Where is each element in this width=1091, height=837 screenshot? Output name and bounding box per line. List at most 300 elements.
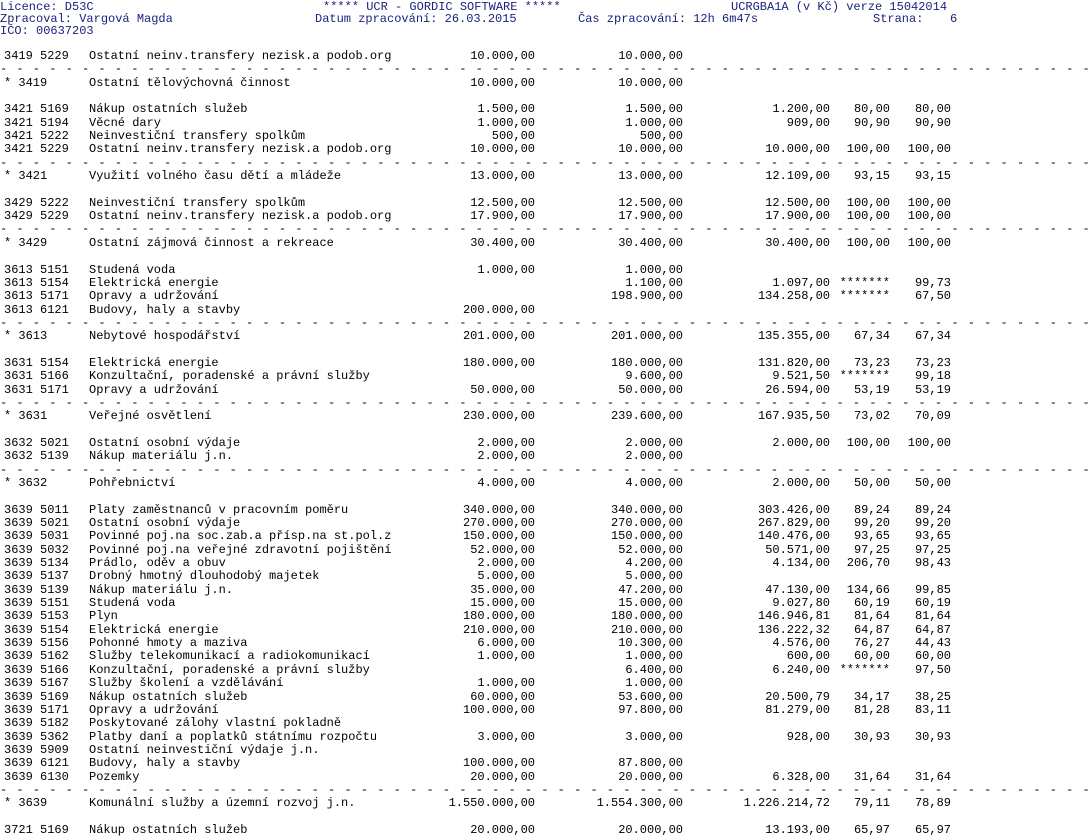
table-row <box>0 650 960 663</box>
adjusted-budget: 198.900,00 <box>610 289 683 304</box>
pct-of-adjusted: 97,25 <box>914 542 951 557</box>
adjusted-budget: 500,00 <box>639 129 683 144</box>
approved-budget: 60.000,00 <box>470 689 535 704</box>
adjusted-budget: 20.000,00 <box>618 822 683 837</box>
account-code: 3429 5229 <box>4 209 69 224</box>
account-code: 3421 5194 <box>4 115 69 130</box>
approved-budget: 52.000,00 <box>470 542 535 557</box>
table-row <box>0 437 960 450</box>
dash-line: - - - - - - - - - - - - - - - - - - - - - - - - - - - - - - - - - - - - - - - - - - - - - - - - - - - - - - - - - - - - - - - - - - - <box>0 462 1091 477</box>
pct-of-approved: 100,00 <box>846 195 890 210</box>
table-row <box>0 210 960 223</box>
account-code: 3639 5134 <box>4 556 69 571</box>
item-name: Veřejné osvětlení <box>89 409 212 424</box>
item-name: Platy zaměstnanců v pracovním poměru <box>89 502 349 517</box>
spacer-row <box>0 250 960 263</box>
account-code: 3639 5032 <box>4 542 69 557</box>
actual-spending: 600,00 <box>786 649 830 664</box>
actual-spending: 146.946,81 <box>757 609 830 624</box>
actual-spending: 140.476,00 <box>757 529 830 544</box>
approved-budget: 1.000,00 <box>477 262 535 277</box>
adjusted-budget: 180.000,00 <box>610 609 683 624</box>
actual-spending: 30.400,00 <box>765 235 830 250</box>
account-code: 3429 5222 <box>4 195 69 210</box>
approved-budget: 30.400,00 <box>470 235 535 250</box>
actual-spending: 267.829,00 <box>757 516 830 531</box>
table-row <box>0 757 960 770</box>
approved-budget: 20.000,00 <box>470 769 535 784</box>
actual-spending: 1.226.214,72 <box>743 796 830 811</box>
account-code: 3639 5171 <box>4 702 69 717</box>
licence-label: Licence: D53C <box>0 0 94 14</box>
account-code: * 3421 <box>4 169 48 184</box>
pct-of-approved: 93,65 <box>853 529 890 544</box>
pct-of-adjusted: 53,19 <box>914 382 951 397</box>
actual-spending: 303.426,00 <box>757 502 830 517</box>
pct-of-adjusted: 100,00 <box>907 142 951 157</box>
approved-budget: 200.000,00 <box>462 302 535 317</box>
table-row <box>0 530 960 543</box>
subtotal-row <box>0 170 960 183</box>
table-row <box>0 691 960 704</box>
account-code: * 3632 <box>4 476 48 490</box>
pct-of-approved: ******* <box>839 662 890 677</box>
subtotal-row <box>0 477 960 490</box>
approved-budget: 230.000,00 <box>462 409 535 424</box>
actual-spending: 1.097,00 <box>772 275 830 290</box>
adjusted-budget: 4.200,00 <box>625 556 683 571</box>
table-row <box>0 704 960 717</box>
pct-of-adjusted: 83,11 <box>914 702 951 717</box>
pct-of-adjusted: 30,93 <box>914 729 951 744</box>
account-code: 3631 5171 <box>4 382 69 397</box>
actual-spending: 13.193,00 <box>765 822 830 837</box>
report-code: UCRGBA1A (v Kč) verze 15042014 <box>731 0 948 14</box>
account-code: * 3639 <box>4 796 48 811</box>
pct-of-adjusted: 50,00 <box>914 476 951 490</box>
item-name: Plyn <box>89 609 118 624</box>
item-name: Neinvestiční transfery spolkům <box>89 129 306 144</box>
account-code: 3639 6121 <box>4 756 69 771</box>
item-name: Opravy a udržování <box>89 702 219 717</box>
adjusted-budget: 50.000,00 <box>618 382 683 397</box>
item-name: Pohonné hmoty a maziva <box>89 636 248 651</box>
account-code: 3639 5154 <box>4 622 69 637</box>
approved-budget: 35.000,00 <box>470 582 535 597</box>
approved-budget: 340.000,00 <box>462 502 535 517</box>
adjusted-budget: 17.900,00 <box>618 209 683 224</box>
adjusted-budget: 1.500,00 <box>625 102 683 117</box>
item-name: Nákup ostatních služeb <box>89 102 248 117</box>
subtotal-row <box>0 237 960 250</box>
table-row <box>0 557 960 570</box>
adjusted-budget: 210.000,00 <box>610 622 683 637</box>
item-name: Ostatní neinv.transfery nezisk.a podob.org <box>89 49 392 63</box>
actual-spending: 9.521,50 <box>772 369 830 384</box>
pct-of-adjusted: 44,43 <box>914 636 951 651</box>
item-name: Ostatní neinv.transfery nezisk.a podob.org <box>89 209 392 224</box>
item-name: Věcné dary <box>89 115 162 130</box>
approved-budget: 3.000,00 <box>477 729 535 744</box>
table-row <box>0 731 960 744</box>
pct-of-approved: 89,24 <box>853 502 890 517</box>
account-code: 3632 5139 <box>4 449 69 464</box>
pct-of-approved: 50,00 <box>853 476 890 490</box>
account-code: 3613 5171 <box>4 289 69 304</box>
approved-budget: 1.000,00 <box>477 676 535 691</box>
pct-of-adjusted: 31,64 <box>914 769 951 784</box>
approved-budget: 1.500,00 <box>477 102 535 117</box>
actual-spending: 50.571,00 <box>765 542 830 557</box>
pct-of-adjusted: 98,43 <box>914 556 951 571</box>
adjusted-budget: 270.000,00 <box>610 516 683 531</box>
item-name: Elektrická energie <box>89 355 219 370</box>
account-code: 3639 5137 <box>4 569 69 584</box>
actual-spending: 12.109,00 <box>765 169 830 184</box>
table-row <box>0 544 960 557</box>
approved-budget: 201.000,00 <box>462 329 535 344</box>
table-row <box>0 50 960 63</box>
pct-of-adjusted: 93,15 <box>914 169 951 184</box>
account-code: 3639 5362 <box>4 729 69 744</box>
pct-of-approved: 100,00 <box>846 435 890 450</box>
processor-label: Zpracoval: Vargová Magda <box>0 12 173 26</box>
table-row <box>0 117 960 130</box>
item-name: Nákup materiálu j.n. <box>89 449 234 464</box>
actual-spending: 4.134,00 <box>772 556 830 571</box>
adjusted-budget: 5.000,00 <box>625 569 683 584</box>
pct-of-approved: 73,02 <box>853 409 890 424</box>
pct-of-adjusted: 100,00 <box>907 209 951 224</box>
pct-of-adjusted: 60,00 <box>914 649 951 664</box>
pct-of-adjusted: 99,18 <box>914 369 951 384</box>
pct-of-approved: 81,28 <box>853 702 890 717</box>
actual-spending: 4.576,00 <box>772 636 830 651</box>
pct-of-adjusted: 38,25 <box>914 689 951 704</box>
item-name: Komunální služby a územní rozvoj j.n. <box>89 796 356 811</box>
table-row <box>0 771 960 784</box>
spacer-row <box>0 344 960 357</box>
table-row <box>0 143 960 156</box>
item-name: Služby telekomunikací a radiokomunikací <box>89 649 370 664</box>
item-name: Ostatní neinvestiční výdaje j.n. <box>89 742 320 757</box>
item-name: Nákup ostatních služeb <box>89 689 248 704</box>
approved-budget: 12.500,00 <box>470 195 535 210</box>
actual-spending: 167.935,50 <box>757 409 830 424</box>
pct-of-adjusted: 100,00 <box>907 235 951 250</box>
adjusted-budget: 12.500,00 <box>618 195 683 210</box>
approved-budget: 10.000,00 <box>470 75 535 90</box>
approved-budget: 6.000,00 <box>477 636 535 651</box>
pct-of-approved: 31,64 <box>853 769 890 784</box>
approved-budget: 100.000,00 <box>462 702 535 717</box>
item-name: Povinné poj.na veřejné zdravotní pojištění <box>89 542 392 557</box>
pct-of-approved: 76,27 <box>853 636 890 651</box>
pct-of-approved: 81,64 <box>853 609 890 624</box>
approved-budget: 210.000,00 <box>462 622 535 637</box>
item-name: Opravy a udržování <box>89 382 219 397</box>
actual-spending: 134.258,00 <box>757 289 830 304</box>
item-name: Prádlo, oděv a obuv <box>89 556 226 571</box>
pct-of-approved: 67,34 <box>853 329 890 344</box>
pct-of-adjusted: 89,24 <box>914 502 951 517</box>
item-name: Pohřebnictví <box>89 476 176 490</box>
account-code: 3639 5031 <box>4 529 69 544</box>
pct-of-approved: ******* <box>839 289 890 304</box>
pct-of-approved: 90,90 <box>853 115 890 130</box>
item-name: Služby školení a vzdělávání <box>89 676 284 691</box>
item-name: Neinvestiční transfery spolkům <box>89 195 306 210</box>
actual-spending: 131.820,00 <box>757 355 830 370</box>
table-row <box>0 130 960 143</box>
account-code: 3639 5021 <box>4 516 69 531</box>
account-code: 3639 5167 <box>4 676 69 691</box>
processing-time: Čas zpracování: 12h 6m47s <box>578 12 759 26</box>
item-name: Budovy, haly a stavby <box>89 302 241 317</box>
subtotal-row <box>0 77 960 90</box>
adjusted-budget: 1.000,00 <box>625 262 683 277</box>
adjusted-budget: 1.100,00 <box>625 275 683 290</box>
adjusted-budget: 2.000,00 <box>625 435 683 450</box>
approved-budget: 20.000,00 <box>470 822 535 837</box>
account-code: * 3631 <box>4 409 48 424</box>
report-header <box>0 0 960 38</box>
account-code: 3721 5169 <box>4 822 69 837</box>
account-code: 3639 6130 <box>4 769 69 784</box>
account-code: 3639 5162 <box>4 649 69 664</box>
table-row <box>0 504 960 517</box>
adjusted-budget: 10.000,00 <box>618 75 683 90</box>
account-code: 3613 5154 <box>4 275 69 290</box>
account-code: 3631 5166 <box>4 369 69 384</box>
item-name: Drobný hmotný dlouhodobý majetek <box>89 569 320 584</box>
adjusted-budget: 150.000,00 <box>610 529 683 544</box>
pct-of-approved: 206,70 <box>846 556 890 571</box>
item-name: Studená voda <box>89 596 176 611</box>
pct-of-adjusted: 81,64 <box>914 609 951 624</box>
pct-of-adjusted: 97,50 <box>914 662 951 677</box>
adjusted-budget: 53.600,00 <box>618 689 683 704</box>
approved-budget: 100.000,00 <box>462 756 535 771</box>
pct-of-approved: ******* <box>839 275 890 290</box>
table-row <box>0 517 960 530</box>
account-code: 3639 5139 <box>4 582 69 597</box>
adjusted-budget: 20.000,00 <box>618 769 683 784</box>
pct-of-approved: 80,00 <box>853 102 890 117</box>
actual-spending: 2.000,00 <box>772 435 830 450</box>
actual-spending: 135.355,00 <box>757 329 830 344</box>
item-name: Povinné poj.na soc.zab.a přísp.na st.pol.z <box>89 529 392 544</box>
item-name: Elektrická energie <box>89 275 219 290</box>
approved-budget: 17.900,00 <box>470 209 535 224</box>
adjusted-budget: 87.800,00 <box>618 756 683 771</box>
adjusted-budget: 30.400,00 <box>618 235 683 250</box>
dashed-separator <box>0 782 1091 797</box>
approved-budget: 180.000,00 <box>462 609 535 624</box>
page-label: Strana: <box>873 12 924 26</box>
table-row <box>0 624 960 637</box>
approved-budget: 1.000,00 <box>477 649 535 664</box>
pct-of-approved: 100,00 <box>846 235 890 250</box>
table-row <box>0 304 960 317</box>
software-title: ***** UCR - GORDIC SOFTWARE ***** <box>323 0 561 14</box>
pct-of-approved: 134,66 <box>846 582 890 597</box>
pct-of-approved: 30,93 <box>853 729 890 744</box>
account-code: 3632 5021 <box>4 435 69 450</box>
pct-of-adjusted: 67,34 <box>914 329 951 344</box>
subtotal-row <box>0 410 960 423</box>
pct-of-adjusted: 60,19 <box>914 596 951 611</box>
approved-budget: 500,00 <box>491 129 535 144</box>
actual-spending: 1.200,00 <box>772 102 830 117</box>
item-name: Využití volného času dětí a mládeže <box>89 169 342 184</box>
adjusted-budget: 239.600,00 <box>610 409 683 424</box>
item-name: Konzultační, poradenské a právní služby <box>89 369 370 384</box>
account-code: 3639 5156 <box>4 636 69 651</box>
item-name: Ostatní osobní výdaje <box>89 435 241 450</box>
processing-date: Datum zpracování: 26.03.2015 <box>315 12 517 26</box>
actual-spending: 2.000,00 <box>772 476 830 490</box>
spacer-row <box>0 90 960 103</box>
pct-of-adjusted: 93,65 <box>914 529 951 544</box>
subtotal-row <box>0 330 960 343</box>
approved-budget: 1.550.000,00 <box>448 796 535 811</box>
pct-of-adjusted: 100,00 <box>907 195 951 210</box>
approved-budget: 10.000,00 <box>470 49 535 63</box>
dash-line: - - - - - - - - - - - - - - - - - - - - - - - - - - - - - - - - - - - - - - - - - - - - - - - - - - - - - - - - - - - - - - - - - - - <box>0 62 1091 77</box>
table-row <box>0 637 960 650</box>
adjusted-budget: 52.000,00 <box>618 542 683 557</box>
approved-budget: 2.000,00 <box>477 435 535 450</box>
pct-of-adjusted: 100,00 <box>907 435 951 450</box>
pct-of-adjusted: 90,90 <box>914 115 951 130</box>
dashed-separator <box>0 462 1091 477</box>
pct-of-approved: 53,19 <box>853 382 890 397</box>
adjusted-budget: 2.000,00 <box>625 449 683 464</box>
item-name: Opravy a udržování <box>89 289 219 304</box>
table-row <box>0 277 960 290</box>
approved-budget: 10.000,00 <box>470 142 535 157</box>
spacer-row <box>0 490 960 503</box>
item-name: Platby daní a poplatků státnímu rozpočtu <box>89 729 378 744</box>
table-row <box>0 103 960 116</box>
account-code: 3639 5182 <box>4 716 69 731</box>
pct-of-adjusted: 73,23 <box>914 355 951 370</box>
item-name: Nákup materiálu j.n. <box>89 582 234 597</box>
account-code: 3639 5166 <box>4 662 69 677</box>
table-row <box>0 264 960 277</box>
pct-of-approved: ******* <box>839 369 890 384</box>
subtotal-row <box>0 797 960 810</box>
pct-of-approved: 60,19 <box>853 596 890 611</box>
account-code: 3421 5229 <box>4 142 69 157</box>
account-code: 3639 5909 <box>4 742 69 757</box>
table-row <box>0 597 960 610</box>
item-name: Elektrická energie <box>89 622 219 637</box>
actual-spending: 10.000,00 <box>765 142 830 157</box>
item-name: Budovy, haly a stavby <box>89 756 241 771</box>
approved-budget: 2.000,00 <box>477 556 535 571</box>
item-name: Ostatní neinv.transfery nezisk.a podob.org <box>89 142 392 157</box>
table-row <box>0 610 960 623</box>
pct-of-approved: 34,17 <box>853 689 890 704</box>
dashed-separator <box>0 155 1091 170</box>
adjusted-budget: 180.000,00 <box>610 355 683 370</box>
pct-of-adjusted: 65,97 <box>914 822 951 837</box>
pct-of-approved: 97,25 <box>853 542 890 557</box>
pct-of-approved: 73,23 <box>853 355 890 370</box>
table-row <box>0 664 960 677</box>
account-code: 3639 5011 <box>4 502 69 517</box>
adjusted-budget: 10.300,00 <box>618 636 683 651</box>
actual-spending: 6.328,00 <box>772 769 830 784</box>
dashed-separator <box>0 222 1091 237</box>
ico-label: IČO: 00637203 <box>0 24 94 38</box>
adjusted-budget: 9.600,00 <box>625 369 683 384</box>
pct-of-approved: 99,20 <box>853 516 890 531</box>
dashed-separator <box>0 315 1091 330</box>
approved-budget: 4.000,00 <box>477 476 535 490</box>
actual-spending: 12.500,00 <box>765 195 830 210</box>
account-code: * 3613 <box>4 329 48 344</box>
pct-of-adjusted: 70,09 <box>914 409 951 424</box>
actual-spending: 928,00 <box>786 729 830 744</box>
actual-spending: 81.279,00 <box>765 702 830 717</box>
approved-budget: 180.000,00 <box>462 355 535 370</box>
pct-of-adjusted: 99,85 <box>914 582 951 597</box>
dash-line: - - - - - - - - - - - - - - - - - - - - - - - - - - - - - - - - - - - - - - - - - - - - - - - - - - - - - - - - - - - - - - - - - - - <box>0 155 1091 170</box>
header-line-3 <box>0 25 960 38</box>
table-row <box>0 717 960 730</box>
approved-budget: 5.000,00 <box>477 569 535 584</box>
adjusted-budget: 47.200,00 <box>618 582 683 597</box>
pct-of-approved: 64,87 <box>853 622 890 637</box>
account-code: 3613 6121 <box>4 302 69 317</box>
adjusted-budget: 3.000,00 <box>625 729 683 744</box>
report-body <box>0 49 1091 837</box>
actual-spending: 26.594,00 <box>765 382 830 397</box>
dash-line: - - - - - - - - - - - - - - - - - - - - - - - - - - - - - - - - - - - - - - - - - - - - - - - - - - - - - - - - - - - - - - - - - - - <box>0 782 1091 797</box>
account-code: 3639 5153 <box>4 609 69 624</box>
dash-line: - - - - - - - - - - - - - - - - - - - - - - - - - - - - - - - - - - - - - - - - - - - - - - - - - - - - - - - - - - - - - - - - - - - <box>0 315 1091 330</box>
approved-budget: 2.000,00 <box>477 449 535 464</box>
adjusted-budget: 340.000,00 <box>610 502 683 517</box>
adjusted-budget: 201.000,00 <box>610 329 683 344</box>
dashed-separator <box>0 395 1091 410</box>
adjusted-budget: 1.000,00 <box>625 676 683 691</box>
dashed-separator <box>0 62 1091 77</box>
account-code: * 3419 <box>4 75 48 90</box>
account-code: 3631 5154 <box>4 355 69 370</box>
spacer-row <box>0 424 960 437</box>
pct-of-adjusted: 78,89 <box>914 796 951 811</box>
approved-budget: 270.000,00 <box>462 516 535 531</box>
page-number: 6 <box>950 12 958 26</box>
table-row <box>0 384 960 397</box>
adjusted-budget: 1.554.300,00 <box>596 796 683 811</box>
approved-budget: 1.000,00 <box>477 115 535 130</box>
adjusted-budget: 10.000,00 <box>618 142 683 157</box>
account-code: 3419 5229 <box>4 49 69 63</box>
dash-line: - - - - - - - - - - - - - - - - - - - - - - - - - - - - - - - - - - - - - - - - - - - - - - - - - - - - - - - - - - - - - - - - - - - <box>0 222 1091 237</box>
pct-of-approved: 60,00 <box>853 649 890 664</box>
spacer-row <box>0 811 960 824</box>
adjusted-budget: 1.000,00 <box>625 649 683 664</box>
actual-spending: 47.130,00 <box>765 582 830 597</box>
item-name: Konzultační, poradenské a právní služby <box>89 662 370 677</box>
pct-of-adjusted: 67,50 <box>914 289 951 304</box>
adjusted-budget: 10.000,00 <box>618 49 683 63</box>
